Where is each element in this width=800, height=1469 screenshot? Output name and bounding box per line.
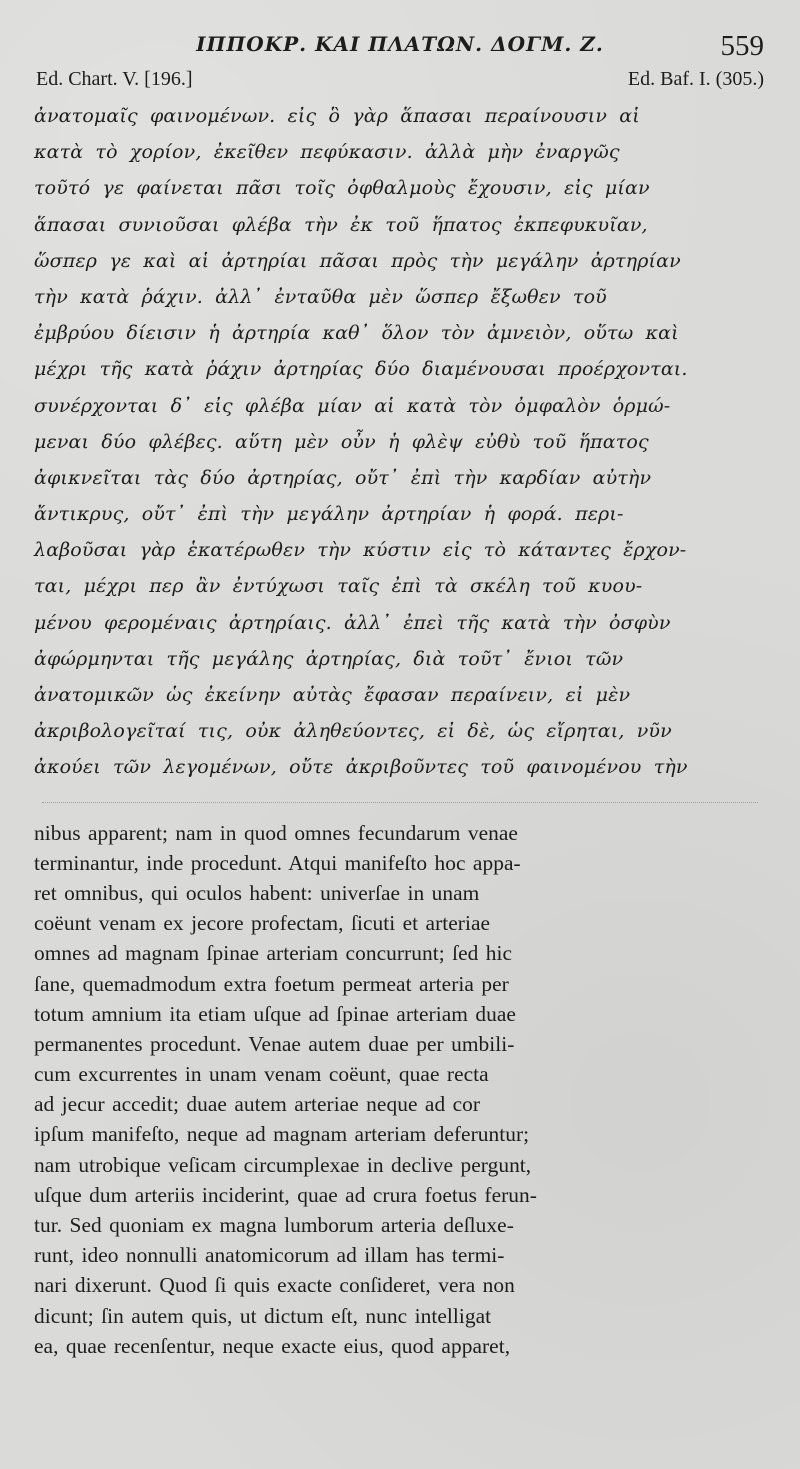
- text-line: ad jecur accedit; duae autem arteriae neque ad cor: [34, 1092, 481, 1117]
- text-line: ἀνατομαῖς φαινομένων. εἰς ὃ γὰρ ἅπασαι περαίνουσιν αἱ: [34, 105, 640, 127]
- text-line: runt, ideo nonnulli anatomicorum ad illam has termi-: [34, 1243, 505, 1268]
- text-line: cum excurrentes in unam venam coëunt, quae recta: [34, 1062, 489, 1087]
- text-line: totum amnium ita etiam uſque ad ſpinae arteriam duae: [34, 1001, 516, 1026]
- text-line: ἀφώρμηνται τῆς μεγάλης ἀρτηρίας, διὰ τοῦτ᾽ ἔνιοι τῶν: [34, 647, 624, 670]
- text-line: μεναι δύο φλέβες. αὕτη μὲν οὖν ἡ φλὲψ εὐθὺ τοῦ ἥπατος: [34, 430, 649, 453]
- text-line: omnes ad magnam ſpinae arteriam concurrunt; ſed hic: [34, 941, 513, 966]
- text-line: ἅπασαι συνιοῦσαι φλέβα τὴν ἐκ τοῦ ἥπατος ἐκπεφυκυῖαν,: [34, 213, 648, 236]
- text-line: ἀκούει τῶν λεγομένων, οὔτε ἀκριβοῦντες τοῦ φαινομένου τὴν: [34, 756, 688, 779]
- text-line: ἀκριβολογεῖταί τις, οὐκ ἀληθεύοντες, εἰ δὲ, ὡς εἴρηται, νῦν: [34, 720, 672, 743]
- text-line: κατὰ τὸ χορίον, ἐκεῖθεν πεφύκασιν. ἀλλὰ μὴν ἐναργῶς: [34, 141, 620, 164]
- text-line: nam utrobique veſicam circumplexae in declive pergunt,: [34, 1152, 532, 1177]
- text-line: ea, quae recenſentur, neque exacte eius, quod apparet,: [34, 1333, 511, 1358]
- running-title: ΙΠΠΟΚΡ. ΚΑΙ ΠΛΑΤΩΝ. ΔΟΓΜ. Ζ.: [196, 32, 604, 56]
- running-head: [34, 26, 766, 66]
- text-line: permanentes procedunt. Venae autem duae per umbili-: [34, 1031, 515, 1056]
- text-line: ἀφικνεῖται τὰς δύο ἀρτηρίας, οὔτ᾽ ἐπὶ τὴν καρδίαν αὐτὴν: [34, 466, 652, 489]
- edition-reference-right: Ed. Baf. I. (305.): [627, 68, 764, 90]
- text-line: ἄντικρυς, οὔτ᾽ ἐπὶ τὴν μεγάλην ἀρτηρίαν ἡ φορά. περι-: [34, 503, 624, 526]
- text-line: tur. Sed quoniam ex magna lumborum arteria deſluxe-: [34, 1213, 514, 1237]
- page-number: 559: [720, 30, 764, 62]
- text-line: ſane, quemadmodum extra foetum permeat arteria per: [34, 971, 509, 996]
- edition-reference-left: Ed. Chart. V. [196.]: [36, 68, 193, 90]
- text-line: ret omnibus, qui oculos habent: univerſae in unam: [34, 880, 480, 905]
- text-line: συνέρχονται δ᾽ εἰς φλέβα μίαν αἱ κατὰ τὸν ὀμφαλὸν ὁρμώ-: [34, 394, 671, 417]
- text-line: μένου φερομέναις ἀρτηρίαις. ἀλλ᾽ ἐπεὶ τῆς κατὰ τὴν ὀσφὺν: [34, 611, 671, 634]
- text-line: uſque dum arteriis inciderint, quae ad crura foetus ferun-: [34, 1182, 537, 1207]
- text-line: λαβοῦσαι γὰρ ἑκατέρωθεν τὴν κύστιν εἰς τὸ κάταντες ἔρχον-: [34, 539, 687, 562]
- text-line: ἐμβρύου δίεισιν ἡ ἀρτηρία καθ᾽ ὅλον τὸν ἀμνειὸν, οὕτω καὶ: [34, 322, 679, 345]
- text-line: nibus apparent; nam in quod omnes fecundarum venae: [34, 820, 518, 845]
- text-line: μέχρι τῆς κατὰ ῥάχιν ἀρτηρίας δύο διαμένουσαι προέρχονται.: [34, 358, 688, 381]
- text-line: nari dixerunt. Quod ſi quis exacte conſideret, vera non: [34, 1273, 515, 1298]
- text-line: τὴν κατὰ ῥάχιν. ἀλλ᾽ ἐνταῦθα μὲν ὥσπερ ἔξωθεν τοῦ: [34, 285, 607, 308]
- text-line: dicunt; ſin autem quis, ut dictum eſt, nunc intelligat: [34, 1303, 492, 1328]
- greek-text-block: [34, 98, 766, 786]
- text-line: ἀνατομικῶν ὡς ἐκείνην αὐτὰς ἔφασαν περαίνειν, εἰ μὲν: [34, 684, 631, 706]
- text-line: τοῦτό γε φαίνεται πᾶσι τοῖς ὀφθαλμοὺς ἔχουσιν, εἰς μίαν: [34, 177, 650, 200]
- latin-text-block: [34, 818, 766, 1361]
- text-line: ται, μέχρι περ ἂν ἐντύχωσι ταῖς ἐπὶ τὰ σκέλη τοῦ κυου-: [34, 575, 643, 598]
- text-line: coëunt venam ex jecore profectam, ſicuti et arteriae: [34, 911, 491, 936]
- text-line: ὥσπερ γε καὶ αἱ ἀρτηρίαι πᾶσαι πρὸς τὴν μεγάλην ἀρτηρίαν: [34, 249, 681, 272]
- section-separator: [34, 786, 766, 816]
- text-line: terminantur, inde procedunt. Atqui manifeſto hoc appa-: [34, 850, 521, 875]
- edition-references: [34, 66, 766, 96]
- text-line: ipſum manifeſto, neque ad magnam arteriam deferuntur;: [34, 1122, 530, 1147]
